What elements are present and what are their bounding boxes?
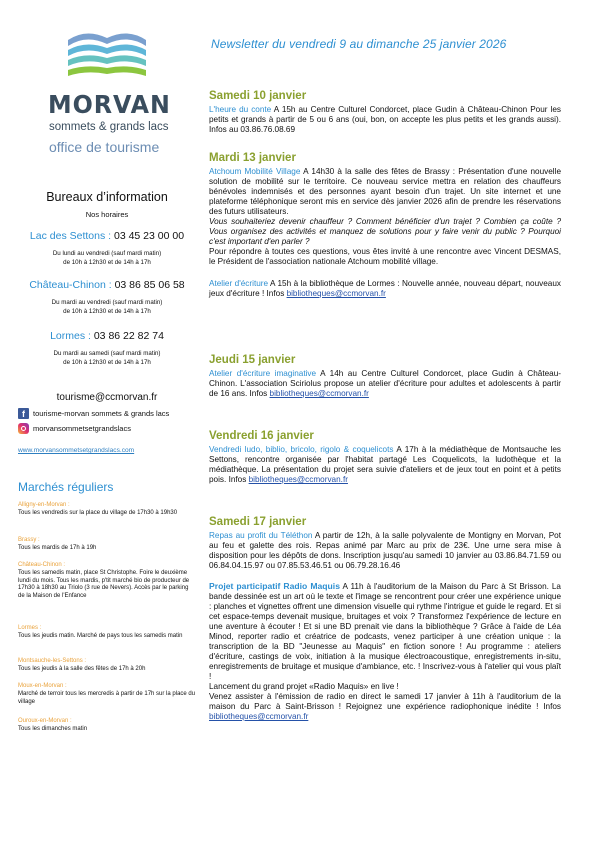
market-item	[18, 625, 196, 641]
newsletter-title: Newsletter du vendredi 9 au dimanche 25 janvier 2026	[211, 37, 507, 51]
instagram-label: morvansommetsetgrandslacs	[33, 424, 131, 433]
event-block	[209, 516, 561, 722]
office-hours: de 10h à 12h30 et de 14h à 17h	[63, 307, 151, 315]
office-phone[interactable]: 03 45 23 00 00	[113, 230, 185, 242]
market-text: Tous les jeudis matin. Marché de pays tous les samedis matin	[18, 632, 183, 639]
event-block	[209, 152, 561, 299]
event-date: Mardi 13 janvier	[209, 152, 296, 164]
office-place: Lormes :	[50, 330, 91, 342]
market-text: Tous les vendredis sur la place du village de 17h30 à 19h30	[18, 509, 178, 516]
event-text: A partir de 12h, à la salle polyvalente de Montigny en Morvan, Pot au feu et galette des rois. Repas animé par Marc au prix de 23€. Une urne sera mise à disposition pour les dépôts de dons. Inscription jusqu'au samedi 10 janvier au 03.86.84.71.59 ou 06.84.04.15.97 ou 07.85.53.46.51 ou 06.79.28.16.46	[209, 531, 561, 570]
event-text: A 17h à la médiathèque de Montsauche les Settons, rencontre organisée par l'habitat partagé Les Coquelicots, la ludothèque et la médiathèque. La présentation du projet sera suivie d'ateliers et de jeux tout en point et à petits pois. Infos	[209, 445, 561, 484]
event-email-link[interactable]: bibliotheques@ccmorvan.fr	[269, 389, 369, 398]
market-text: Tous les jeudis à la salle des fêtes de 17h à 20h	[18, 665, 146, 672]
event-date: Vendredi 16 janvier	[209, 430, 314, 442]
office-lormes	[18, 330, 196, 367]
market-item	[18, 502, 196, 518]
office-place: Château-Chinon :	[29, 279, 112, 291]
brand-tagline: sommets & grands lacs	[49, 121, 169, 133]
event-name: L'heure du conte	[209, 105, 272, 114]
event-text: A 15h au Centre Culturel Condorcet, place Gudin à Château-Chinon Pour les petits et grands à partir de 5 ou 6 ans (oui, bon, on accepte les plus petits et les grands aussi). Infos au 03.86.76.08.69	[209, 105, 561, 134]
market-text: Tous les dimanches matin	[18, 725, 88, 732]
market-name: Ouroux-en-Morvan :	[18, 718, 72, 724]
morvan-logo-icon	[64, 30, 150, 86]
office-hours: de 10h à 12h30 et de 14h à 17h	[63, 258, 151, 266]
office-hours: Du mardi au vendredi (sauf mardi matin)	[51, 299, 163, 306]
facebook-icon: f	[18, 408, 29, 419]
market-name: Brassy :	[18, 537, 40, 543]
facebook-label: tourisme-morvan sommets & grands lacs	[33, 409, 170, 418]
event-text: A 14h au Centre Culturel Condorcet, place Gudin à Château-Chinon. L'association Sciriolus propose un atelier d'écriture pour adultes et adolescents à partir de 16 ans. Infos	[209, 369, 561, 398]
office-hours: Du mardi au samedi (sauf mardi matin)	[53, 350, 161, 357]
brand-name: MORVAN	[48, 90, 171, 119]
event-name: Vendredi ludo, biblio, bricolo, rigolo & coquelicots	[209, 445, 394, 454]
event-date: Samedi 10 janvier	[209, 90, 307, 102]
facebook-link[interactable]	[18, 408, 169, 419]
event-text: Lancement du grand projet «Radio Maquis» en live !	[209, 682, 399, 691]
event-name: Projet participatif Radio Maquis	[209, 581, 340, 591]
event-name: Atelier d'écriture	[209, 279, 269, 288]
event-name: Repas au profit du Téléthon	[209, 531, 313, 540]
market-name: Lormes :	[18, 625, 42, 631]
event-block	[209, 90, 561, 135]
market-item	[18, 658, 196, 674]
market-text: Marché de terroir tous les mercredis à partir de 17h sur la place du village	[18, 690, 196, 705]
office-hours: de 10h à 12h30 et de 14h à 17h	[63, 358, 151, 366]
market-text: Tous les samedis matin, place St Christophe. Foire le deuxième lundi du mois. Tous les mardis, p'tit marché bio de producteur de 17h30 à 18h30 au Triolo (3 rue de Nevers). Accès par le parking de la Maison de l'Enfance	[18, 569, 190, 600]
market-text: Tous les mardis de 17h à 19h	[18, 544, 97, 551]
event-block	[209, 354, 561, 399]
instagram-link[interactable]	[18, 423, 131, 434]
market-item	[18, 683, 196, 706]
event-email-link[interactable]: bibliotheques@ccmorvan.fr	[286, 289, 386, 298]
event-date: Jeudi 15 janvier	[209, 354, 296, 366]
event-text: Pour répondre à toutes ces questions, vous êtes invité à une rencontre avec Vincent DESMAS, le Président de l'association nationale Atchoum mobilité village.	[209, 247, 561, 266]
office-phone[interactable]: 03 86 85 06 58	[114, 279, 185, 291]
markets-title: Marchés réguliers	[18, 480, 114, 494]
market-name: Moux-en-Morvan :	[18, 683, 67, 689]
event-block	[209, 430, 561, 485]
market-name: Alligny-en-Morvan :	[18, 502, 70, 508]
office-email[interactable]: tourisme@ccmorvan.fr	[56, 392, 158, 403]
office-place: Lac des Settons :	[29, 230, 112, 242]
market-item	[18, 718, 196, 734]
event-text: A 11h à l'auditorium de la Maison du Parc à St Brisson. La bande dessinée est un art où le texte et l'image se rencontrent pour créer une expérience unique : planches et vignettes offrent une dimension visuelle qui rythme l'intrigue et guide le regard. Et si cet espace-temps devenait musique, bruitages et voix ? Transformez l'expérience de lecture en une aventure à écouter ! Et si une BD prenait vie dans la bibliothèque ? Grâce à l'aide de Léa Minod, reporter radio et créatrice de podcasts, venez participer à une création unique : la transcription de la BD "Jeunesse au Maquis" en fiction sonore ! Au programme : ateliers d'écriture, castings de voix, initiation à la musique électroacoustique, enregistrements in-situ, enregistrements de bruitage et musique d'ambiance, etc. ! Inscrivez-vous à l'atelier qui vous plaît !	[209, 582, 561, 681]
market-name: Château-Chinon :	[18, 562, 66, 568]
event-text: A 14h30 à la salle des fêtes de Brassy : Présentation d'une nouvelle solution de mobilité sur le territoire. Ce nouveau service mettra en relation des chauffeurs bénévoles indemnisés et des personnes ayant besoin d'un trajet. Un site internet et une plateforme téléphonique seront mis en service dès janvier 2026 afin de prendre les réservations des futurs utilisateurs.	[209, 167, 561, 216]
event-date: Samedi 17 janvier	[209, 516, 307, 528]
event-name: Atchoum Mobilité Village	[209, 167, 301, 176]
event-questions: Vous souhaiteriez devenir chauffeur ? Comment bénéficier d'un trajet ? Combien ça coûte ? Vous organisez des activités et manquez de solutions pour y faire venir du public ? Pourquoi c'est important d'en parler ?	[209, 217, 561, 246]
website-link[interactable]: www.morvansommetsetgrandslacs.com	[18, 447, 135, 454]
event-email-link[interactable]: bibliotheques@ccmorvan.fr	[248, 475, 348, 484]
market-name: Montsauche-les-Settons :	[18, 658, 87, 664]
instagram-icon	[18, 423, 29, 434]
event-email-link[interactable]: bibliotheques@ccmorvan.fr	[209, 712, 309, 721]
market-item	[18, 562, 196, 601]
office-phone[interactable]: 03 86 22 82 74	[93, 330, 164, 342]
office-settons	[18, 230, 196, 267]
office-hours: Du lundi au vendredi (sauf mardi matin)	[52, 250, 162, 257]
office-chateau-chinon	[18, 279, 196, 316]
event-name: Atelier d'écriture imaginative	[209, 369, 317, 378]
market-item	[18, 537, 196, 553]
event-text: Venez assister à l'émission de radio en direct le samedi 17 janvier à 11h à l'auditorium de la maison du Parc à Saint-Brisson ! Rejoignez une expérience radiophonique inédite ! Infos	[209, 692, 561, 711]
brand-office: office de tourisme	[49, 139, 160, 155]
info-subtitle: Nos horaires	[85, 210, 129, 219]
info-title: Bureaux d’information	[46, 190, 168, 204]
event-text: A 15h à la bibliothèque de Lormes : Nouvelle année, nouveau départ, nouveaux jeux d'écriture ! Infos	[209, 279, 561, 298]
